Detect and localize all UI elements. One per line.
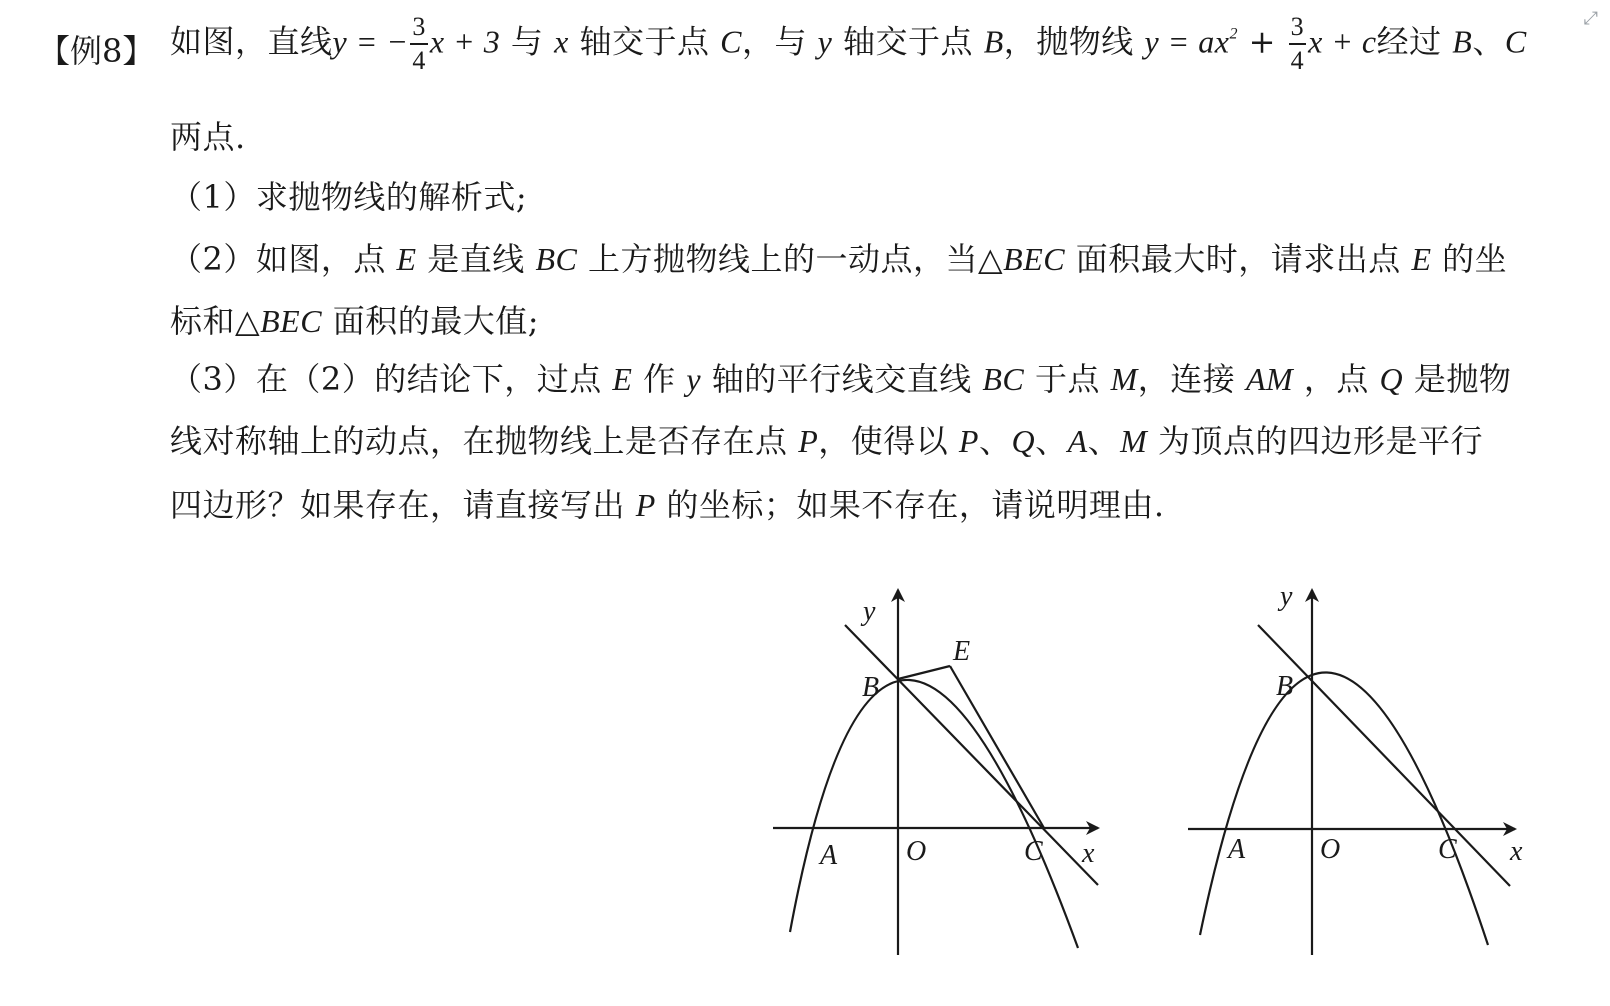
example-tag: 【例8】 bbox=[38, 32, 155, 70]
right-parabola bbox=[1200, 672, 1488, 945]
fraction-three-quarters: $\frac{3}{4}$ bbox=[412, 12, 426, 75]
question-3-line-1: （3）在（2）的结论下，过点 E 作 y 轴的平行线交直线 BC 于点 M，连接 AM ，点 Q 是抛物 bbox=[170, 360, 1512, 398]
left-point-c: C bbox=[1024, 836, 1043, 867]
statement-line-1: 如图，直线y = − $\frac{3}{4}$ x + 3 与 x 轴交于点 C，与 y 轴交于点 B，抛物线 $y = ax^2$ + $\frac{3}{4}$ x + c经过 B、C bbox=[170, 12, 1527, 75]
left-figure bbox=[773, 590, 1098, 955]
left-origin-o: O bbox=[906, 836, 927, 867]
fraction-three-quarters-2: $\frac{3}{4}$ bbox=[1290, 12, 1305, 75]
question-2-line-1: （2）如图，点 E 是直线 BC 上方抛物线上的一动点，当△BEC 面积最大时，请求出点 E 的坐 bbox=[170, 240, 1508, 278]
left-parabola bbox=[790, 680, 1078, 948]
left-x-label: x bbox=[1082, 838, 1095, 869]
right-line-bc bbox=[1258, 625, 1510, 886]
right-origin-o: O bbox=[1320, 834, 1341, 865]
left-y-label: y bbox=[863, 596, 876, 627]
right-point-a: A bbox=[1228, 834, 1246, 865]
left-line-bc bbox=[845, 625, 1098, 885]
right-x-label: x bbox=[1510, 836, 1523, 867]
question-1: （1）求抛物线的解析式; bbox=[170, 178, 528, 216]
question-3-line-2: 线对称轴上的动点，在抛物线上是否存在点 P，使得以 P、Q、A、M 为顶点的四边形是平行 bbox=[170, 422, 1484, 460]
right-figure bbox=[1188, 590, 1515, 955]
statement-line-2: 两点. bbox=[170, 118, 246, 156]
left-point-e: E bbox=[953, 636, 971, 667]
right-y-label: y bbox=[1280, 581, 1293, 612]
question-2-line-2: 标和△BEC 面积的最大值; bbox=[170, 302, 540, 340]
left-point-a: A bbox=[820, 840, 838, 871]
left-segment-ec bbox=[950, 666, 1044, 828]
question-3-line-3: 四边形？如果存在，请直接写出 P 的坐标；如果不存在，请说明理由. bbox=[170, 486, 1165, 524]
left-segment-be bbox=[898, 666, 950, 679]
left-point-b: B bbox=[862, 672, 880, 703]
right-point-c: C bbox=[1438, 834, 1457, 865]
expand-icon[interactable]: ⤢ bbox=[1583, 8, 1598, 29]
right-point-b: B bbox=[1276, 671, 1294, 702]
